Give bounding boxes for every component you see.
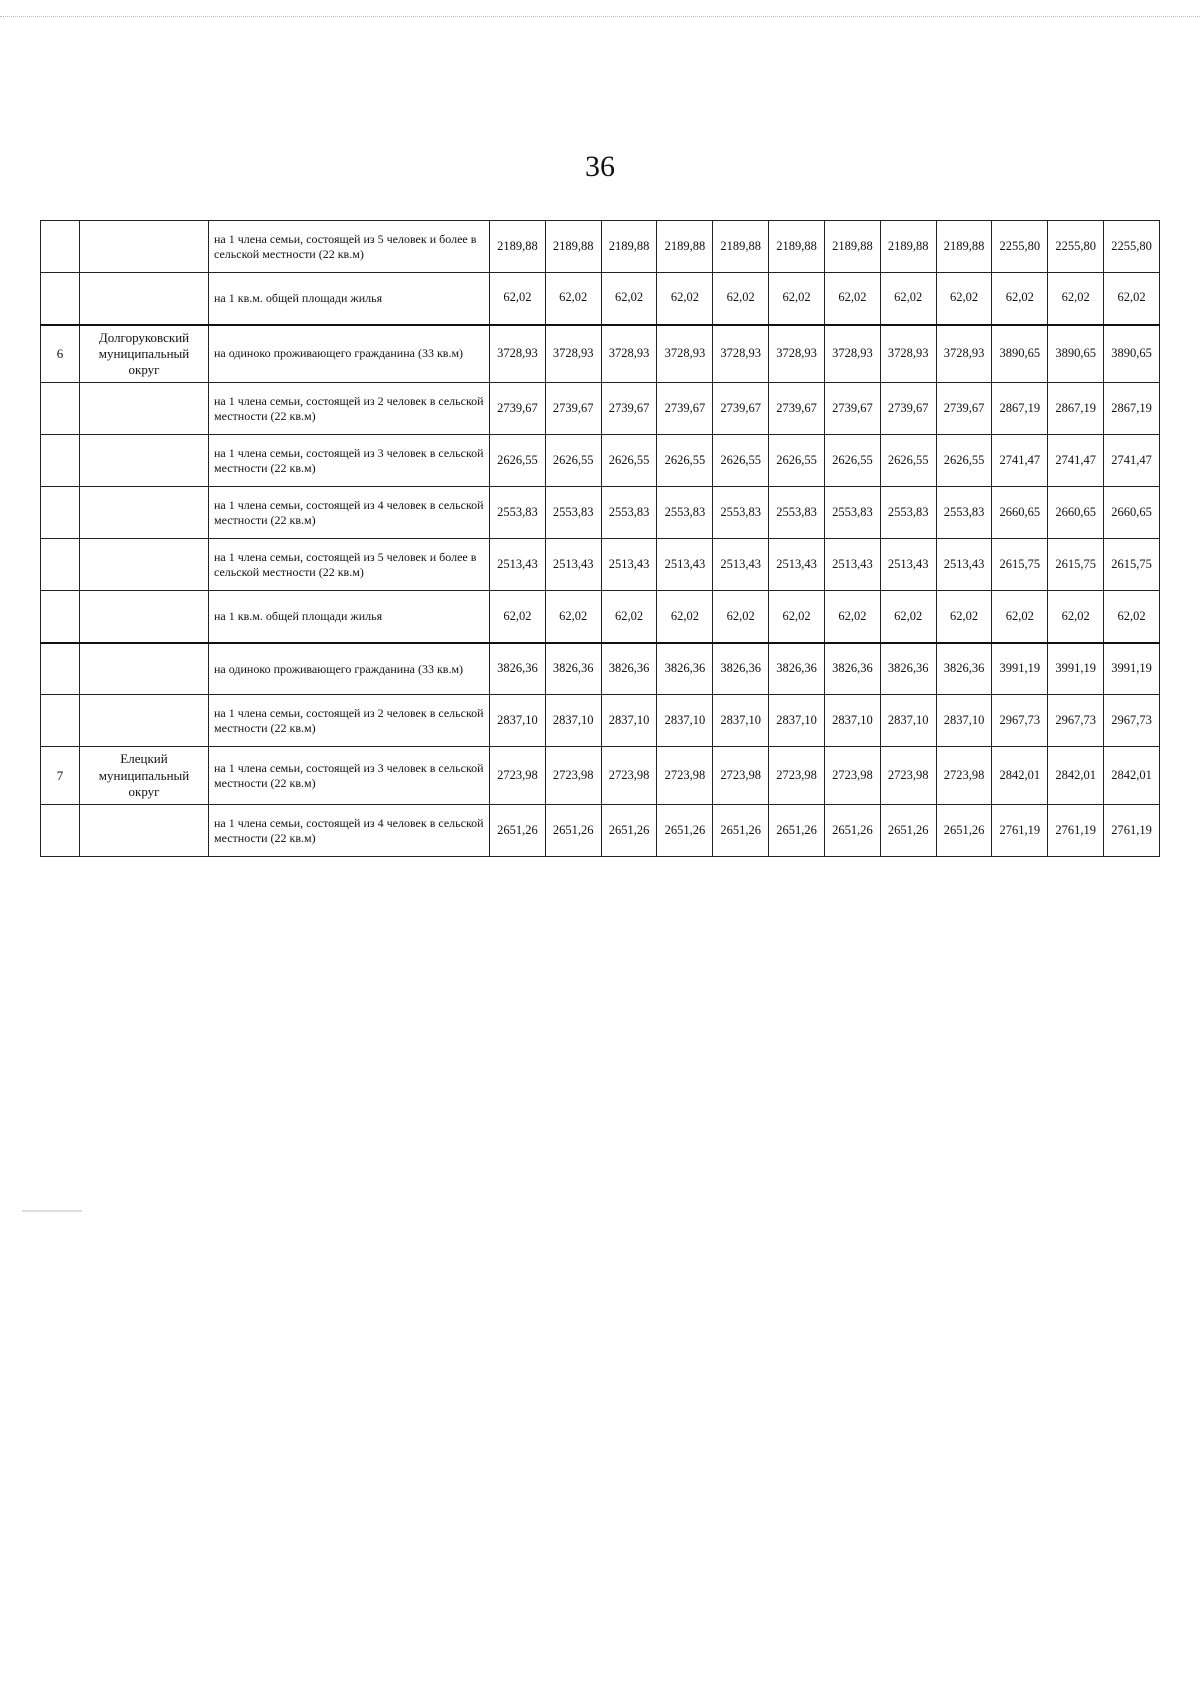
value-cell: 2626,55: [713, 435, 769, 487]
district-name-cell: Елецкий муниципальный округ: [80, 747, 209, 805]
value-cell: 2651,26: [936, 805, 992, 857]
norm-description-cell: на 1 кв.м. общей площади жилья: [209, 591, 490, 643]
value-cell: 2723,98: [880, 747, 936, 805]
tariff-table: [40, 220, 1160, 857]
value-cell: 2739,67: [601, 383, 657, 435]
value-cell: 2626,55: [936, 435, 992, 487]
value-cell: 3826,36: [713, 643, 769, 695]
value-cell: 2739,67: [490, 383, 546, 435]
table-row: [41, 747, 1160, 805]
value-cell: 2513,43: [824, 539, 880, 591]
row-number-cell: [41, 273, 80, 325]
value-cell: 2723,98: [545, 747, 601, 805]
value-cell: 2553,83: [490, 487, 546, 539]
value-cell: 3728,93: [936, 325, 992, 383]
value-cell: 62,02: [545, 591, 601, 643]
value-cell: 2553,83: [657, 487, 713, 539]
row-number-cell: [41, 383, 80, 435]
value-cell: 62,02: [992, 273, 1048, 325]
value-cell: 2967,73: [992, 695, 1048, 747]
value-cell: 62,02: [769, 273, 825, 325]
value-cell: 2837,10: [545, 695, 601, 747]
value-cell: 2739,67: [824, 383, 880, 435]
district-name-cell: [80, 695, 209, 747]
value-cell: 62,02: [1048, 591, 1104, 643]
norm-description-cell: на 1 члена семьи, состоящей из 2 человек в сельской местности (22 кв.м): [209, 383, 490, 435]
value-cell: 3728,93: [824, 325, 880, 383]
value-cell: 2723,98: [657, 747, 713, 805]
value-cell: 2553,83: [880, 487, 936, 539]
value-cell: 2189,88: [880, 221, 936, 273]
value-cell: 62,02: [880, 273, 936, 325]
value-cell: 2513,43: [490, 539, 546, 591]
value-cell: 2615,75: [1048, 539, 1104, 591]
value-cell: 3826,36: [545, 643, 601, 695]
value-cell: 3826,36: [769, 643, 825, 695]
norm-description-cell: на одиноко проживающего гражданина (33 кв.м): [209, 325, 490, 383]
value-cell: 2723,98: [713, 747, 769, 805]
district-name-cell: [80, 591, 209, 643]
value-cell: 2761,19: [1048, 805, 1104, 857]
value-cell: 2837,10: [657, 695, 713, 747]
value-cell: 3728,93: [657, 325, 713, 383]
value-cell: 3826,36: [824, 643, 880, 695]
value-cell: 2660,65: [992, 487, 1048, 539]
table-row: [41, 325, 1160, 383]
value-cell: 2867,19: [992, 383, 1048, 435]
value-cell: 2660,65: [1104, 487, 1160, 539]
row-number-cell: [41, 643, 80, 695]
value-cell: 2651,26: [713, 805, 769, 857]
district-name-cell: [80, 435, 209, 487]
value-cell: 62,02: [769, 591, 825, 643]
norm-description-cell: на 1 члена семьи, состоящей из 5 человек и более в сельской местности (22 кв.м): [209, 539, 490, 591]
value-cell: 62,02: [992, 591, 1048, 643]
value-cell: 2651,26: [601, 805, 657, 857]
value-cell: 3826,36: [601, 643, 657, 695]
value-cell: 2513,43: [601, 539, 657, 591]
value-cell: 2626,55: [824, 435, 880, 487]
table-row: [41, 643, 1160, 695]
table-row: [41, 435, 1160, 487]
value-cell: 2651,26: [824, 805, 880, 857]
value-cell: 2513,43: [880, 539, 936, 591]
value-cell: 2723,98: [824, 747, 880, 805]
value-cell: 3991,19: [992, 643, 1048, 695]
value-cell: 2723,98: [601, 747, 657, 805]
value-cell: 62,02: [490, 273, 546, 325]
value-cell: 2189,88: [824, 221, 880, 273]
table-row: [41, 221, 1160, 273]
value-cell: 2553,83: [936, 487, 992, 539]
value-cell: 2626,55: [545, 435, 601, 487]
value-cell: 2615,75: [992, 539, 1048, 591]
value-cell: 2626,55: [769, 435, 825, 487]
value-cell: 2626,55: [601, 435, 657, 487]
table-row: [41, 591, 1160, 643]
value-cell: 62,02: [657, 591, 713, 643]
value-cell: 2651,26: [490, 805, 546, 857]
value-cell: 2189,88: [936, 221, 992, 273]
value-cell: 2741,47: [1048, 435, 1104, 487]
value-cell: 3728,93: [601, 325, 657, 383]
value-cell: 2842,01: [1048, 747, 1104, 805]
value-cell: 3728,93: [713, 325, 769, 383]
value-cell: 2513,43: [545, 539, 601, 591]
value-cell: 2739,67: [545, 383, 601, 435]
value-cell: 3728,93: [880, 325, 936, 383]
value-cell: 2842,01: [1104, 747, 1160, 805]
row-number-cell: 6: [41, 325, 80, 383]
value-cell: 2651,26: [769, 805, 825, 857]
value-cell: 62,02: [601, 591, 657, 643]
district-name-cell: [80, 383, 209, 435]
value-cell: 2189,88: [769, 221, 825, 273]
value-cell: 2553,83: [545, 487, 601, 539]
value-cell: 62,02: [713, 591, 769, 643]
value-cell: 2660,65: [1048, 487, 1104, 539]
value-cell: 62,02: [657, 273, 713, 325]
value-cell: 2741,47: [1104, 435, 1160, 487]
value-cell: 2723,98: [936, 747, 992, 805]
value-cell: 2723,98: [490, 747, 546, 805]
value-cell: 2189,88: [545, 221, 601, 273]
norm-description-cell: на 1 члена семьи, состоящей из 5 человек и более в сельской местности (22 кв.м): [209, 221, 490, 273]
value-cell: 2723,98: [769, 747, 825, 805]
norm-description-cell: на одиноко проживающего гражданина (33 кв.м): [209, 643, 490, 695]
value-cell: 2553,83: [601, 487, 657, 539]
value-cell: 3991,19: [1048, 643, 1104, 695]
value-cell: 2553,83: [769, 487, 825, 539]
value-cell: 2761,19: [992, 805, 1048, 857]
value-cell: 3728,93: [545, 325, 601, 383]
value-cell: 2189,88: [657, 221, 713, 273]
norm-description-cell: на 1 члена семьи, состоящей из 4 человек в сельской местности (22 кв.м): [209, 805, 490, 857]
row-number-cell: [41, 591, 80, 643]
value-cell: 2513,43: [769, 539, 825, 591]
value-cell: 2837,10: [824, 695, 880, 747]
value-cell: 62,02: [936, 591, 992, 643]
value-cell: 2189,88: [601, 221, 657, 273]
row-number-cell: [41, 221, 80, 273]
value-cell: 2553,83: [713, 487, 769, 539]
value-cell: 62,02: [1104, 273, 1160, 325]
norm-description-cell: на 1 члена семьи, состоящей из 3 человек в сельской местности (22 кв.м): [209, 435, 490, 487]
tariff-table-body: [41, 221, 1160, 857]
value-cell: 3728,93: [769, 325, 825, 383]
value-cell: 62,02: [713, 273, 769, 325]
value-cell: 3826,36: [657, 643, 713, 695]
value-cell: 62,02: [545, 273, 601, 325]
value-cell: 2741,47: [992, 435, 1048, 487]
value-cell: 2615,75: [1104, 539, 1160, 591]
row-number-cell: [41, 487, 80, 539]
value-cell: 3890,65: [992, 325, 1048, 383]
value-cell: 2255,80: [992, 221, 1048, 273]
row-number-cell: [41, 805, 80, 857]
value-cell: 2626,55: [657, 435, 713, 487]
value-cell: 62,02: [824, 273, 880, 325]
value-cell: 2739,67: [657, 383, 713, 435]
table-row: [41, 695, 1160, 747]
value-cell: 2626,55: [490, 435, 546, 487]
value-cell: 3890,65: [1048, 325, 1104, 383]
norm-description-cell: на 1 члена семьи, состоящей из 4 человек в сельской местности (22 кв.м): [209, 487, 490, 539]
page-number: 36: [585, 150, 615, 183]
row-number-cell: [41, 539, 80, 591]
value-cell: 2651,26: [657, 805, 713, 857]
value-cell: 2739,67: [880, 383, 936, 435]
district-name-cell: [80, 539, 209, 591]
value-cell: 2837,10: [601, 695, 657, 747]
value-cell: 2837,10: [769, 695, 825, 747]
value-cell: 2842,01: [992, 747, 1048, 805]
value-cell: 2255,80: [1104, 221, 1160, 273]
value-cell: 2967,73: [1104, 695, 1160, 747]
scan-top-edge: [0, 0, 1200, 17]
value-cell: 2189,88: [490, 221, 546, 273]
value-cell: 2837,10: [490, 695, 546, 747]
value-cell: 2255,80: [1048, 221, 1104, 273]
tariff-table-wrapper: [40, 220, 1160, 857]
value-cell: 2513,43: [713, 539, 769, 591]
value-cell: 62,02: [880, 591, 936, 643]
value-cell: 2513,43: [936, 539, 992, 591]
value-cell: 2651,26: [880, 805, 936, 857]
table-row: [41, 383, 1160, 435]
norm-description-cell: на 1 члена семьи, состоящей из 3 человек в сельской местности (22 кв.м): [209, 747, 490, 805]
value-cell: 2967,73: [1048, 695, 1104, 747]
row-number-cell: [41, 435, 80, 487]
value-cell: 62,02: [490, 591, 546, 643]
value-cell: 2553,83: [824, 487, 880, 539]
norm-description-cell: на 1 члена семьи, состоящей из 2 человек в сельской местности (22 кв.м): [209, 695, 490, 747]
value-cell: 3890,65: [1104, 325, 1160, 383]
norm-description-cell: на 1 кв.м. общей площади жилья: [209, 273, 490, 325]
value-cell: 62,02: [824, 591, 880, 643]
value-cell: 2867,19: [1048, 383, 1104, 435]
district-name-cell: [80, 221, 209, 273]
value-cell: 2739,67: [769, 383, 825, 435]
table-row: [41, 805, 1160, 857]
value-cell: 2513,43: [657, 539, 713, 591]
value-cell: 3826,36: [880, 643, 936, 695]
value-cell: 62,02: [1048, 273, 1104, 325]
table-row: [41, 273, 1160, 325]
value-cell: 2739,67: [713, 383, 769, 435]
value-cell: 2867,19: [1104, 383, 1160, 435]
district-name-cell: [80, 805, 209, 857]
value-cell: 3728,93: [490, 325, 546, 383]
district-name-cell: [80, 643, 209, 695]
value-cell: 2651,26: [545, 805, 601, 857]
value-cell: 62,02: [601, 273, 657, 325]
value-cell: 3991,19: [1104, 643, 1160, 695]
value-cell: 2837,10: [880, 695, 936, 747]
value-cell: 2837,10: [713, 695, 769, 747]
value-cell: 2837,10: [936, 695, 992, 747]
value-cell: 2626,55: [880, 435, 936, 487]
row-number-cell: 7: [41, 747, 80, 805]
table-row: [41, 487, 1160, 539]
district-name-cell: Долгоруковский муниципальный округ: [80, 325, 209, 383]
district-name-cell: [80, 273, 209, 325]
value-cell: 3826,36: [490, 643, 546, 695]
value-cell: 3826,36: [936, 643, 992, 695]
scan-margin-mark: [22, 1210, 82, 1212]
value-cell: 2761,19: [1104, 805, 1160, 857]
table-row: [41, 539, 1160, 591]
value-cell: 2189,88: [713, 221, 769, 273]
value-cell: 62,02: [936, 273, 992, 325]
value-cell: 62,02: [1104, 591, 1160, 643]
district-name-cell: [80, 487, 209, 539]
value-cell: 2739,67: [936, 383, 992, 435]
row-number-cell: [41, 695, 80, 747]
